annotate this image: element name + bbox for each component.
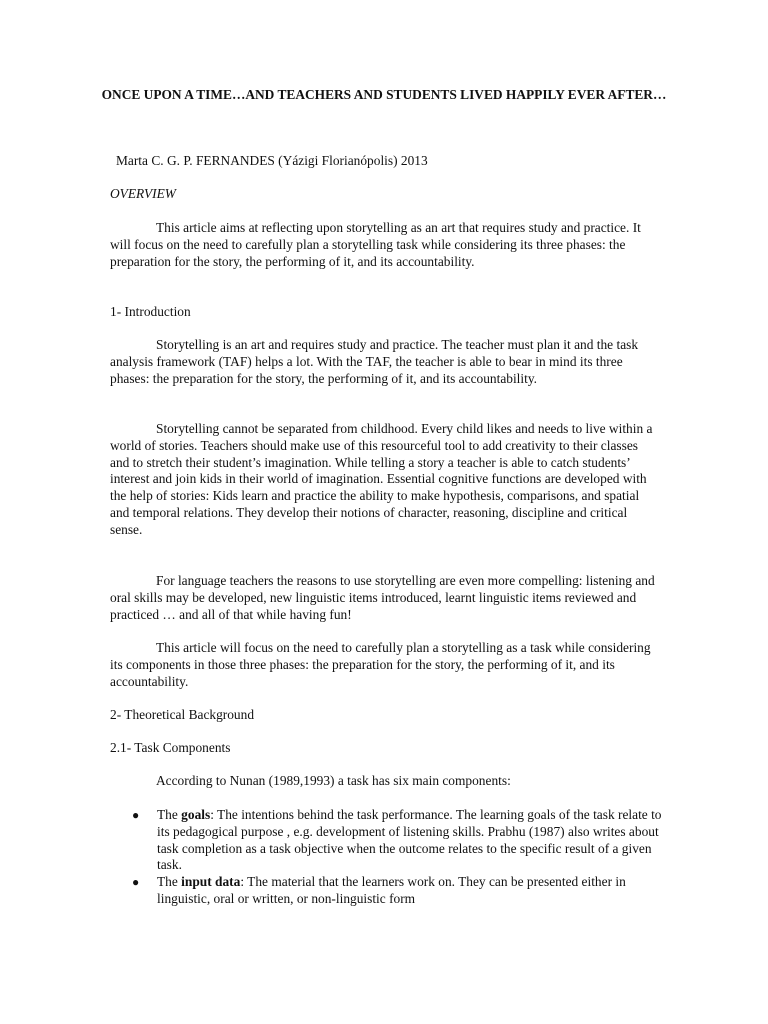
bullet-text: : The intentions behind the task performance. The learning goals of the task relate to its pedagogical purpose , e.g. development of listening skills. Prabhu (1987) also writes about task completion as a task objective when the outcome relates to the specific result of a given task. xyxy=(157,807,662,873)
list-item xyxy=(110,874,662,908)
bullet-icon: ● xyxy=(132,875,140,890)
intro-paragraph: Storytelling is an art and requires study and practice. The teacher must plan it and the task analysis framework (TAF) helps a lot. With the TAF, the teacher is able to bear in mind its three phases: the preparation for the story, the performing of it, and its accountability. xyxy=(110,337,639,386)
author-line: Marta C. G. P. FERNANDES (Yázigi Florianópolis) 2013 xyxy=(116,153,428,168)
components-intro: According to Nunan (1989,1993) a task has six main components: xyxy=(156,773,511,788)
intro-paragraph: Storytelling cannot be separated from childhood. Every child likes and needs to live within a world of stories. Teachers should make use of this resourceful tool to add creativity to their classes and to stretch their student’s imagination. While telling a story a teacher is able to catch students’ interest and join kids in their world of imagination. Essential cognitive functions are developed with the help of stories: Kids learn and practice the ability to make hypothesis, comparisons, and spatial and temporal relations. They develop their notions of character, reasoning, discipline and critical sense. xyxy=(110,421,653,537)
section-heading-introduction: 1- Introduction xyxy=(110,304,191,319)
bullet-term: input data xyxy=(181,874,241,890)
bullet-prefix: The xyxy=(157,807,182,822)
section-heading-theoretical-background: 2- Theoretical Background xyxy=(110,707,255,722)
bullet-icon: ● xyxy=(132,808,140,822)
subsection-heading-task-components: 2.1- Task Components xyxy=(110,740,231,755)
bullet-prefix: The xyxy=(157,874,182,890)
task-components-list xyxy=(110,807,662,908)
intro-paragraph: This article will focus on the need to carefully plan a storytelling as a task while considering its components in those three phases: the preparation for the story, the performing of it, and its accountability. xyxy=(110,640,651,689)
intro-paragraph: For language teachers the reasons to use storytelling are even more compelling: listening and oral skills may be developed, new linguistic items introduced, learnt linguistic items reviewed and practiced … and all of that while having fun! xyxy=(110,573,655,622)
overview-heading: OVERVIEW xyxy=(110,186,176,201)
bullet-term: goals xyxy=(181,807,211,822)
bullet-text: : The material that the learners work on. They can be presented either in linguistic, oral or written, or non-linguistic form xyxy=(157,874,626,906)
overview-paragraph: This article aims at reflecting upon storytelling as an art that requires study and practice. It will focus on the need to carefully plan a storytelling task while considering its three phases: the preparation for the story, the performing of it, and its accountability. xyxy=(110,220,641,269)
document-title: ONCE UPON A TIME…AND TEACHERS AND STUDENTS LIVED HAPPILY EVER AFTER… xyxy=(101,87,667,102)
list-item xyxy=(110,807,662,874)
